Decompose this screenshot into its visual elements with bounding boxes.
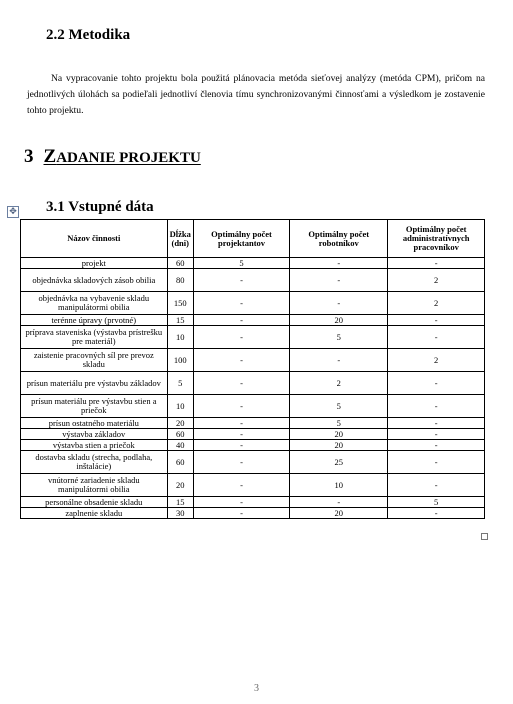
cell-activity: zaplnenie skladu — [21, 508, 168, 519]
cell-duration: 10 — [167, 395, 193, 418]
cell-admin: - — [388, 508, 485, 519]
cell-activity: vnútorné zariadenie skladu manipulátormi obilia — [21, 474, 168, 497]
cell-admin: - — [388, 474, 485, 497]
cell-designers: - — [193, 395, 289, 418]
cell-workers: 20 — [290, 440, 388, 451]
cell-designers: - — [193, 269, 289, 292]
table-row — [21, 258, 485, 269]
table-row — [21, 372, 485, 395]
cell-workers: 5 — [290, 395, 388, 418]
cell-designers: - — [193, 372, 289, 395]
cell-duration: 60 — [167, 258, 193, 269]
cell-admin: - — [388, 258, 485, 269]
header-duration: Dĺžka (dni) — [167, 220, 193, 258]
cell-admin: - — [388, 372, 485, 395]
cell-duration: 150 — [167, 292, 193, 315]
cell-workers: - — [290, 349, 388, 372]
cell-activity: výstavba základov — [21, 429, 168, 440]
cell-activity: prísun ostatného materiálu — [21, 418, 168, 429]
cell-admin: - — [388, 451, 485, 474]
cell-admin: 2 — [388, 349, 485, 372]
table-row — [21, 497, 485, 508]
cell-admin: - — [388, 429, 485, 440]
cell-workers: 5 — [290, 326, 388, 349]
cell-activity: prísun materiálu pre výstavbu stien a priečok — [21, 395, 168, 418]
table-row — [21, 315, 485, 326]
section-number: 3 — [24, 146, 34, 167]
header-admin-staff: Optimálny počet administratívnych pracovníkov — [388, 220, 485, 258]
header-activity-name: Názov činnosti — [21, 220, 168, 258]
cell-designers: - — [193, 326, 289, 349]
cell-duration: 15 — [167, 497, 193, 508]
cell-duration: 100 — [167, 349, 193, 372]
cell-duration: 15 — [167, 315, 193, 326]
cell-activity: príprava staveniska (výstavba prístrešku pre materiál) — [21, 326, 168, 349]
cell-admin: - — [388, 395, 485, 418]
cell-activity: terénne úpravy (prvotné) — [21, 315, 168, 326]
methodology-paragraph: Na vypracovanie tohto projektu bola použitá plánovacia metóda sieťovej analýzy (metóda CPM), pričom na jednotlivých úlohách sa podieľali jednotliví členovia tímu synchronizovanými činnosťami a výsledkom je zostavenie tohto projektu. — [27, 73, 485, 116]
table-move-handle-icon[interactable]: ✥ — [7, 206, 19, 218]
cell-designers: - — [193, 292, 289, 315]
cell-duration: 20 — [167, 474, 193, 497]
cell-workers: 5 — [290, 418, 388, 429]
cell-activity: projekt — [21, 258, 168, 269]
table-row — [21, 349, 485, 372]
cell-designers: - — [193, 451, 289, 474]
table-row — [21, 269, 485, 292]
section-heading-3 — [24, 146, 201, 168]
header-workers: Optimálny počet robotníkov — [290, 220, 388, 258]
cell-admin: 2 — [388, 269, 485, 292]
cell-workers: - — [290, 292, 388, 315]
section-title — [44, 146, 201, 167]
cell-duration: 5 — [167, 372, 193, 395]
cell-designers: - — [193, 418, 289, 429]
cell-admin: - — [388, 418, 485, 429]
cell-activity: objednávka skladových zásob obilia — [21, 269, 168, 292]
table-header-row — [21, 220, 485, 258]
cell-designers: - — [193, 315, 289, 326]
table-row — [21, 474, 485, 497]
cell-workers: - — [290, 269, 388, 292]
cell-admin: 5 — [388, 497, 485, 508]
cell-duration: 60 — [167, 429, 193, 440]
cell-workers: 20 — [290, 315, 388, 326]
section-heading-2-2: 2.2 Metodika — [46, 27, 131, 43]
cell-designers: - — [193, 497, 289, 508]
cell-workers: 2 — [290, 372, 388, 395]
section-title-initial: Z — [43, 146, 57, 167]
cell-admin: - — [388, 326, 485, 349]
cell-workers: - — [290, 497, 388, 508]
cell-duration: 40 — [167, 440, 193, 451]
cell-duration: 30 — [167, 508, 193, 519]
table-row — [21, 292, 485, 315]
table-row — [21, 326, 485, 349]
cell-duration: 80 — [167, 269, 193, 292]
cell-activity: výstavba stien a priečok — [21, 440, 168, 451]
page-number: 3 — [254, 683, 259, 694]
header-designers: Optimálny počet projektantov — [193, 220, 289, 258]
table-row — [21, 429, 485, 440]
section-heading-3-1: 3.1 Vstupné dáta — [46, 199, 154, 215]
table-row — [21, 508, 485, 519]
cell-duration: 60 — [167, 451, 193, 474]
cell-activity: objednávka na vybavenie skladu manipulátormi obilia — [21, 292, 168, 315]
table-row — [21, 418, 485, 429]
table-body — [21, 258, 485, 519]
cell-duration: 10 — [167, 326, 193, 349]
cell-designers: - — [193, 349, 289, 372]
cell-designers: - — [193, 508, 289, 519]
cell-workers: 10 — [290, 474, 388, 497]
table-row — [21, 440, 485, 451]
cell-activity: dostavba skladu (strecha, podlaha, inštalácie) — [21, 451, 168, 474]
table-row — [21, 451, 485, 474]
section-title-rest: ADANIE PROJEKTU — [56, 150, 201, 166]
cell-designers: - — [193, 474, 289, 497]
cell-admin: - — [388, 440, 485, 451]
cell-duration: 20 — [167, 418, 193, 429]
cell-activity: personálne obsadenie skladu — [21, 497, 168, 508]
cell-workers: 20 — [290, 429, 388, 440]
cell-designers: - — [193, 440, 289, 451]
cell-activity: prísun materiálu pre výstavbu základov — [21, 372, 168, 395]
table-row — [21, 395, 485, 418]
cell-workers: - — [290, 258, 388, 269]
cell-workers: 25 — [290, 451, 388, 474]
table-resize-handle[interactable] — [481, 533, 488, 540]
cell-designers: 5 — [193, 258, 289, 269]
cell-admin: - — [388, 315, 485, 326]
cell-admin: 2 — [388, 292, 485, 315]
cell-activity: zaistenie pracovných síl pre prevoz skladu — [21, 349, 168, 372]
input-data-table — [20, 219, 485, 519]
cell-designers: - — [193, 429, 289, 440]
cell-workers: 20 — [290, 508, 388, 519]
